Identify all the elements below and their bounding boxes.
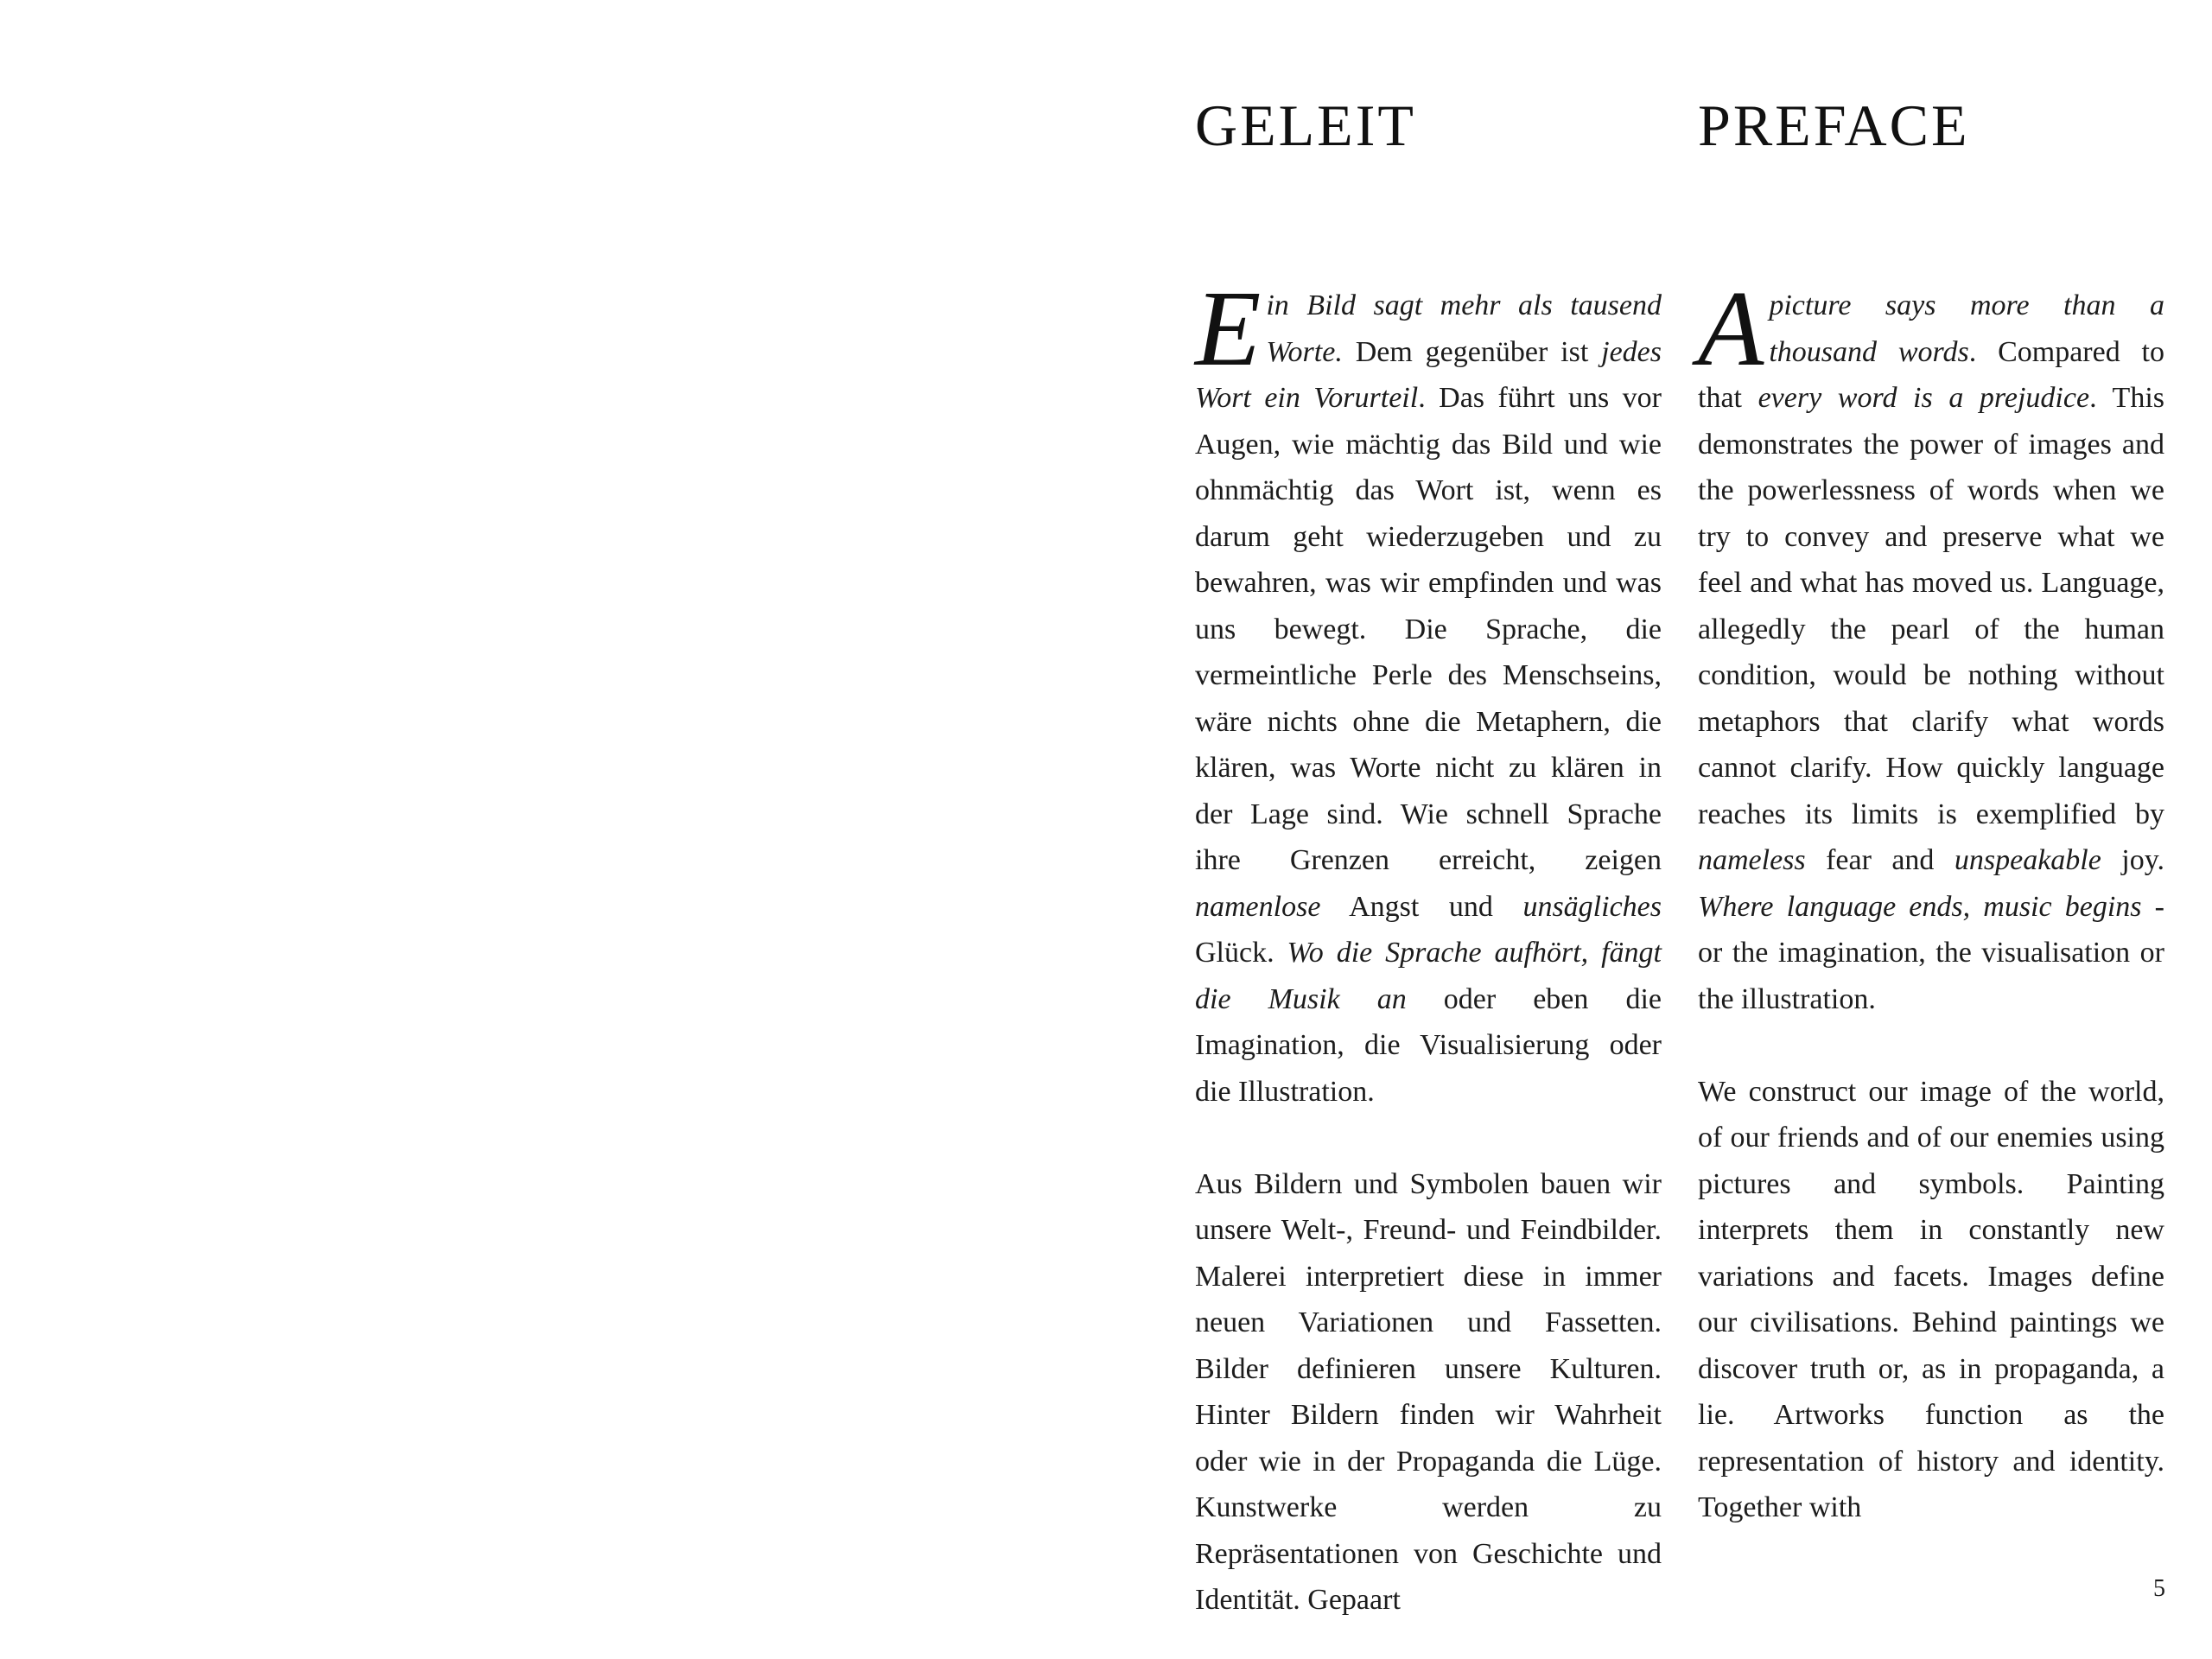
english-text-segment: - or the imagination, the visualisation or the illustration. xyxy=(1698,890,2164,1015)
english-text-segment: . This demonstrates the power of images and the powerlessness of words when we try to convey and preserve what we feel and what has moved us. Language, allegedly the pearl of the human condition, would be nothing without metaphors that clarify what words cannot clarify. How quickly language reaches its limits is exemplified by xyxy=(1698,382,2164,830)
german-drop-cap: E xyxy=(1195,270,1262,389)
german-text-segment: Glück. xyxy=(1195,937,1287,969)
german-text-segment: . Das führt uns vor Augen, wie mächtig das Bild und wie ohnmächtig das Wort ist, wenn es darum geht wiederzugeben und zu bewahren, was wir empfinden und was uns bewegt. Die Sprache, die vermeintliche Perle des Menschseins, wäre nichts ohne die Metaphern, die klären, was Worte nicht zu klären in der Lage sind. Wie schnell Sprache ihre Grenzen erreicht, zeigen xyxy=(1195,382,1662,876)
english-text-segment: unspeakable xyxy=(1954,844,2101,876)
english-column xyxy=(1698,86,2164,1531)
german-text-segment: jedes Wort ein Vorurteil xyxy=(1195,335,1662,414)
page-number: 5 xyxy=(2153,1575,2165,1602)
german-heading: GELEIT xyxy=(1195,92,1416,158)
german-text-segment: in Bild sagt mehr als tausend Worte. xyxy=(1266,289,1662,368)
english-drop-cap: A xyxy=(1698,270,1764,389)
english-text-segment: . Compared to that xyxy=(1698,335,2164,414)
german-text-segment: namenlose xyxy=(1195,890,1321,923)
english-text-segment: Where language ends, music begins xyxy=(1698,890,2142,923)
german-paragraph-1 xyxy=(1195,270,1662,1115)
german-paragraph-2: Aus Bildern und Symbolen bauen wir unsere Welt-, Freund- und Feindbilder. Malerei interpretiert diese in immer neuen Variationen und Fassetten. Bilder definieren unsere Kulturen. Hinter Bildern finden wir Wahrheit oder wie in der Propaganda die Lüge. Kunstwerke werden zu Repräsentationen von Geschichte und Identität. Gepaart xyxy=(1195,1167,1662,1616)
english-paragraph-1 xyxy=(1698,270,2164,1022)
german-text-segment: Wo die Sprache aufhört, fängt die Musik an xyxy=(1195,937,1662,1015)
german-text-segment: Dem gegenüber ist xyxy=(1342,335,1602,368)
english-heading: PREFACE xyxy=(1698,92,1970,158)
german-column xyxy=(1195,86,1662,1624)
german-text-segment: Angst und xyxy=(1320,890,1523,923)
english-text-segment: fear and xyxy=(1805,844,1955,876)
english-text-segment: nameless xyxy=(1698,844,1806,876)
english-text-segment: every word is a prejudice xyxy=(1758,382,2090,414)
german-text-segment: oder eben die Imagination, die Visualisierung oder die Illustration. xyxy=(1195,982,1662,1108)
english-paragraph-2: We construct our image of the world, of our friends and of our enemies using pictures and symbols. Painting interprets them in constantly new variations and facets. Images define our civilisations. Behind paintings we discover truth or, as in propaganda, a lie. Artworks function as the representation of history and identity. Together with xyxy=(1698,1075,2164,1523)
german-text-segment: unsägliches xyxy=(1522,890,1662,923)
english-text-segment: joy. xyxy=(2101,844,2164,876)
english-text-segment: picture says more than a thousand words xyxy=(1769,289,2164,368)
